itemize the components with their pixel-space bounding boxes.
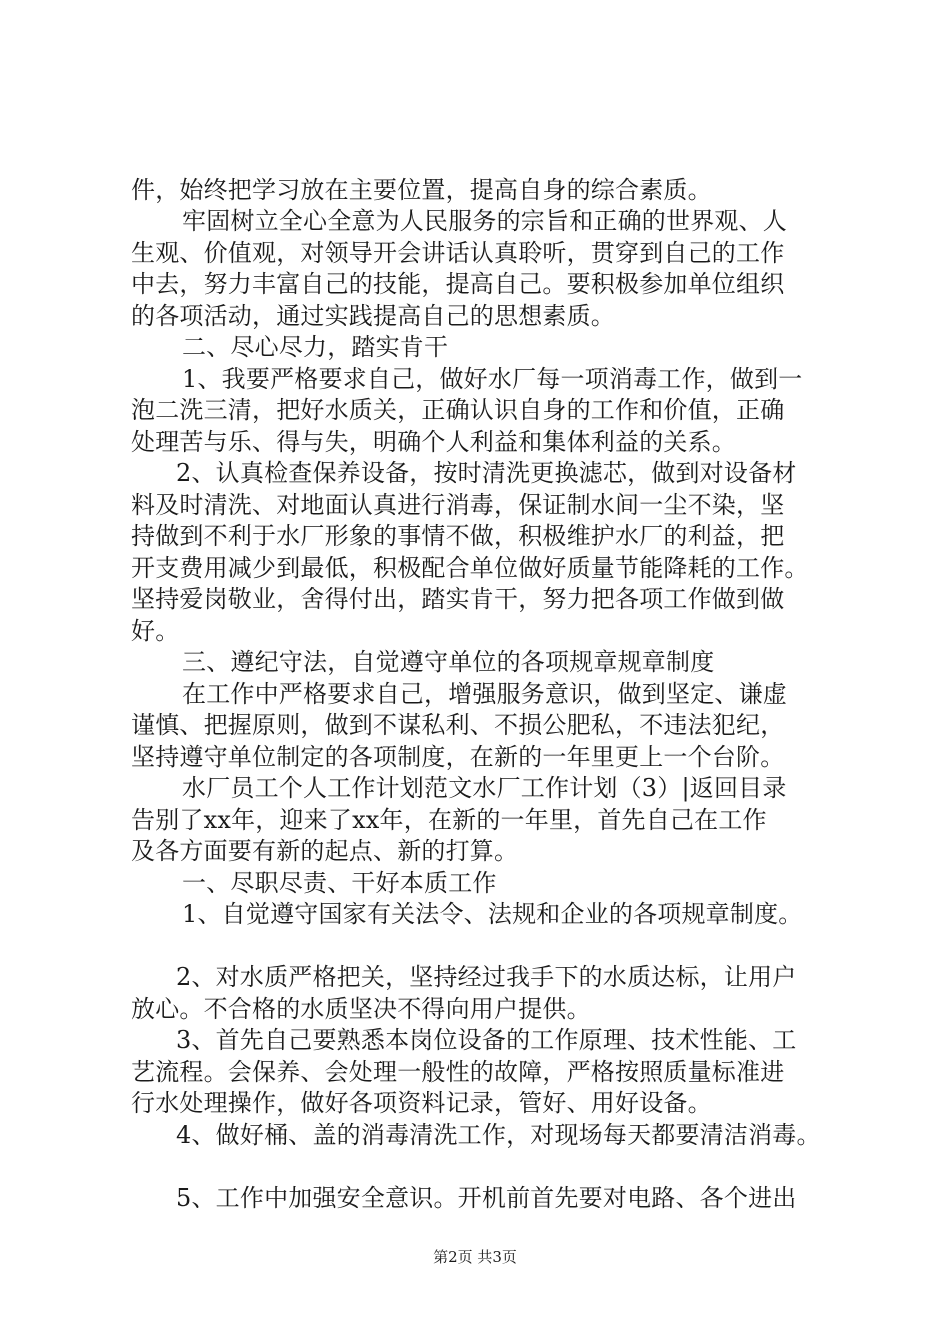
text-line: 1、我要严格要求自己，做好水厂每一项消毒工作，做到一 (182, 365, 803, 393)
text-line: 艺流程。会保养、会处理一般性的故障，严格按照质量标准进 (131, 1058, 785, 1086)
text-line: 告别了xx年，迎来了xx年，在新的一年里，首先自己在工作 (131, 806, 767, 834)
text-line: 牢固树立全心全意为人民服务的宗旨和正确的世界观、人 (182, 207, 787, 235)
text-line: 及各方面要有新的起点、新的打算。 (131, 837, 519, 865)
text-line: 4、做好桶、盖的消毒清洗工作，对现场每天都要清洁消毒。 (176, 1121, 821, 1149)
text-line: 坚持遵守单位制定的各项制度，在新的一年里更上一个台阶。 (131, 743, 785, 771)
text-line: 的各项活动，通过实践提高自己的思想素质。 (131, 302, 615, 330)
text-line: 处理苦与乐、得与失，明确个人利益和集体利益的关系。 (131, 428, 736, 456)
text-line: 3、首先自己要熟悉本岗位设备的工作原理、技术性能、工 (176, 1026, 797, 1054)
text-line: 坚持爱岗敬业，舍得付出，踏实肯干，努力把各项工作做到做 (131, 585, 785, 613)
text-line: 谨慎、把握原则，做到不谋私利、不损公肥私，不违法犯纪， (131, 711, 785, 739)
section-heading: 一、尽职尽责、干好本质工作 (182, 869, 497, 897)
text-line: 1、自觉遵守国家有关法令、法规和企业的各项规章制度。 (182, 900, 803, 928)
text-line: 持做到不利于水厂形象的事情不做，积极维护水厂的利益，把 (131, 522, 785, 550)
text-line: 泡二洗三清，把好水质关，正确认识自身的工作和价值，正确 (131, 396, 785, 424)
section-heading: 三、遵纪守法，自觉遵守单位的各项规章规章制度 (182, 648, 715, 676)
text-line: 2、对水质严格把关，坚持经过我手下的水质达标，让用户 (176, 963, 797, 991)
text-line: 2、认真检查保养设备，按时清洗更换滤芯，做到对设备材 (176, 459, 797, 487)
text-line: 件，始终把学习放在主要位置，提高自身的综合素质。 (131, 176, 712, 204)
section-heading: 二、尽心尽力，踏实肯干 (182, 333, 449, 361)
text-line: 料及时清洗、对地面认真进行消毒，保证制水间一尘不染，坚 (131, 491, 785, 519)
text-line: 生观、价值观，对领导开会讲话认真聆听，贯穿到自己的工作 (131, 239, 785, 267)
text-line: 在工作中严格要求自己，增强服务意识，做到坚定、谦虚 (182, 680, 787, 708)
text-line: 水厂员工个人工作计划范文水厂工作计划（3）|返回目录 (182, 774, 787, 802)
text-line: 放心。不合格的水质坚决不得向用户提供。 (131, 995, 591, 1023)
text-line: 行水处理操作，做好各项资料记录，管好、用好设备。 (131, 1089, 712, 1117)
page-number-footer: 第2页 共3页 (433, 1248, 517, 1266)
text-line: 好。 (131, 617, 180, 645)
text-line: 中去，努力丰富自己的技能，提高自己。要积极参加单位组织 (131, 270, 785, 298)
text-line: 开支费用减少到最低，积极配合单位做好质量节能降耗的工作。 (131, 554, 809, 582)
text-line: 5、工作中加强安全意识。开机前首先要对电路、各个进出 (176, 1184, 797, 1212)
